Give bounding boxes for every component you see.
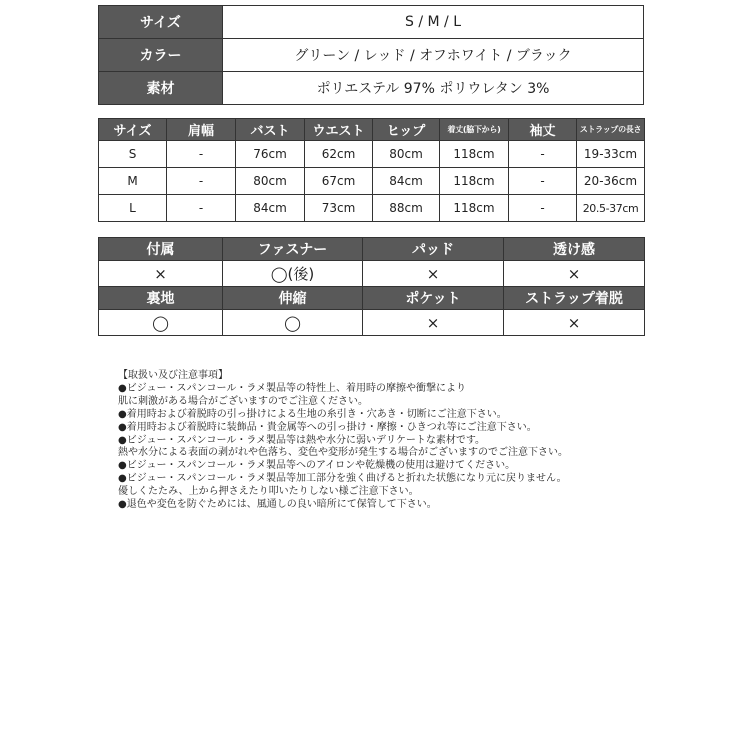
care-note-line: 優しくたたみ、上から押さえたり叩いたりしない様ご注意下さい。	[118, 486, 419, 498]
size-cell: 88cm	[373, 195, 440, 222]
info-label: カラー	[99, 39, 223, 72]
feature-value-cell: ×	[363, 261, 504, 287]
info-label: 素材	[99, 72, 223, 105]
feature-header-cell: ポケット	[363, 287, 504, 310]
table-row	[99, 168, 645, 195]
feature-header-cell: 付属	[99, 238, 223, 261]
info-row-color	[99, 39, 644, 72]
feature-header-cell: ストラップ着脱	[504, 287, 645, 310]
size-header-cell: バスト	[236, 119, 305, 141]
size-header-cell: 着丈(脇下から)	[440, 119, 509, 141]
size-cell: 19-33cm	[577, 141, 645, 168]
size-cell: -	[167, 141, 236, 168]
size-table-header	[99, 119, 645, 141]
feature-value-cell: ×	[504, 261, 645, 287]
feature-value-cell: ◯(後)	[223, 261, 363, 287]
feature-header-cell: 裏地	[99, 287, 223, 310]
care-note-line: ●着用時および着脱時に装飾品・貴金属等への引っ掛け・摩擦・ひきつれ等にご注意下さい。	[118, 421, 537, 433]
info-value: S / M / L	[223, 6, 644, 39]
table-row	[99, 195, 645, 222]
product-info-table	[98, 5, 644, 105]
size-cell: 84cm	[373, 168, 440, 195]
size-cell: 80cm	[236, 168, 305, 195]
size-cell: 118cm	[440, 195, 509, 222]
size-cell: 73cm	[305, 195, 373, 222]
feature-value-cell: ◯	[99, 310, 223, 336]
size-cell: 76cm	[236, 141, 305, 168]
care-note-line: ●ビジュー・スパンコール・ラメ製品等の特性上、着用時の摩擦や衝撃により	[118, 382, 467, 394]
size-cell: 118cm	[440, 141, 509, 168]
feature-header-cell: パッド	[363, 238, 504, 261]
size-header-cell: ウエスト	[305, 119, 373, 141]
feature-value-row	[99, 261, 645, 287]
care-note-line: ●着用時および着脱時の引っ掛けによる生地の糸引き・穴あき・切断にご注意下さい。	[118, 408, 507, 420]
care-note-line: 肌に刺激がある場合がございますのでご注意ください。	[118, 395, 368, 407]
size-cell: 67cm	[305, 168, 373, 195]
table-row	[99, 141, 645, 168]
feature-header-cell: 透け感	[504, 238, 645, 261]
info-value: ポリエステル 97% ポリウレタン 3%	[223, 72, 644, 105]
care-note-line: 熱や水分による表面の剥がれや色落ち、変色や変形が発生する場合がございますのでご注意下さい。	[118, 447, 568, 459]
feature-value-cell: ◯	[223, 310, 363, 336]
size-cell: M	[99, 168, 167, 195]
size-cell: S	[99, 141, 167, 168]
size-cell: L	[99, 195, 167, 222]
info-row-material	[99, 72, 644, 105]
feature-value-cell: ×	[99, 261, 223, 287]
care-notes-title: 【取扱い及び注意事項】	[118, 370, 228, 381]
size-cell: 62cm	[305, 141, 373, 168]
care-note-line: ●ビジュー・スパンコール・ラメ製品等へのアイロンや乾燥機の使用は避けてください。	[118, 460, 516, 472]
care-note-line: ●退色や変色を防ぐためには、風通しの良い暗所にて保管して下さい。	[118, 499, 437, 511]
feature-value-cell: ×	[363, 310, 504, 336]
feature-header-cell: 伸縮	[223, 287, 363, 310]
care-note-line: ●ビジュー・スパンコール・ラメ製品等加工部分を強く曲げると折れた状態になり元に戻りません。	[118, 473, 567, 485]
info-label: サイズ	[99, 6, 223, 39]
care-notes	[118, 370, 718, 512]
feature-value-cell: ×	[504, 310, 645, 336]
info-row-size	[99, 6, 644, 39]
feature-header-row	[99, 287, 645, 310]
size-cell: -	[509, 195, 577, 222]
size-cell: 118cm	[440, 168, 509, 195]
size-header-cell: 肩幅	[167, 119, 236, 141]
feature-value-row	[99, 310, 645, 336]
feature-table	[98, 237, 645, 336]
feature-header-cell: ファスナー	[223, 238, 363, 261]
info-value: グリーン / レッド / オフホワイト / ブラック	[223, 39, 644, 72]
size-cell: -	[509, 168, 577, 195]
size-table	[98, 118, 645, 222]
size-cell: 84cm	[236, 195, 305, 222]
size-cell: 80cm	[373, 141, 440, 168]
size-cell: 20-36cm	[577, 168, 645, 195]
feature-header-row	[99, 238, 645, 261]
size-cell: 20.5-37cm	[577, 195, 645, 222]
size-cell: -	[167, 168, 236, 195]
size-header-cell: 袖丈	[509, 119, 577, 141]
size-cell: -	[167, 195, 236, 222]
size-cell: -	[509, 141, 577, 168]
size-header-cell: ストラップの長さ	[577, 119, 645, 141]
care-note-line: ●ビジュー・スパンコール・ラメ製品等は熱や水分に弱いデリケートな素材です。	[118, 434, 486, 446]
size-header-cell: ヒップ	[373, 119, 440, 141]
size-header-cell: サイズ	[99, 119, 167, 141]
